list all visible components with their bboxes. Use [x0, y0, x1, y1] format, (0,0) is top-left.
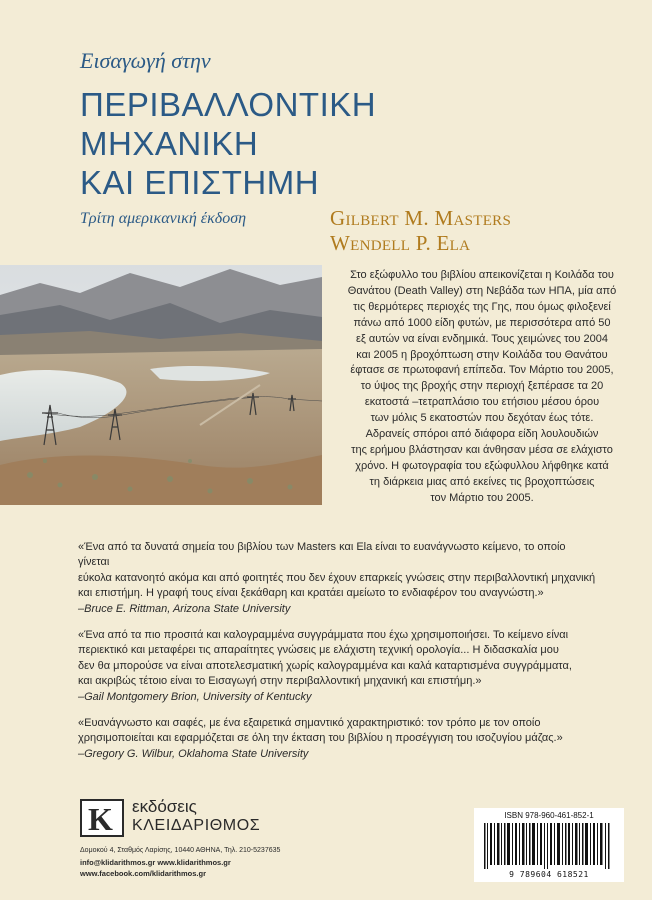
author-1: Gilbert M. Masters — [330, 206, 512, 230]
blurb-line: εκατοστά –τετραπλάσιο του ετήσιου μέσου όρου — [364, 396, 600, 409]
title-line-1: ΠΕΡΙΒΑΛΛΟΝΤΙΚΗ — [80, 86, 377, 123]
publisher-address: Δομοκού 4, Σταθμός Λαρίσης, 10440 ΑΘΗΝΑ, Τηλ. 210-5237635 — [80, 847, 281, 854]
publisher-name-line1: εκδόσεις — [132, 797, 197, 816]
blurb-line: έφτασε σε πρωτοφανή επίπεδα. Τον Μάρτιο του 2005, — [350, 364, 614, 377]
publisher-logo-icon — [80, 799, 124, 837]
review-line: περιεκτικό και μεταφέρει τις απαραίτητες γνώσεις με ελάχιστη τεχνική ορολογία... Η διδασκαλία μου — [78, 644, 559, 657]
barcode-icon — [482, 823, 616, 869]
review-line: «Ένα από τα πιο προσιτά και καλογραμμένα συγγράμματα που έχω χρησιμοποιήσει. Το κείμενο είναι — [78, 629, 569, 642]
blurb-line: το ύψος της βροχής στην περιοχή ξεπέρασε τα 20 — [360, 380, 604, 393]
blurb-line: των μόλις 5 εκατοστών που δεχόταν έως τότε. — [370, 412, 594, 425]
publisher-facebook: www.facebook.com/klidarithmos.gr — [80, 869, 206, 878]
blurb-line: της ερήμου βλάστησαν και άνθησαν μέσα σε ελάχιστο — [351, 443, 613, 456]
publisher-contact: info@klidarithmos.gr www.klidarithmos.gr — [80, 858, 231, 867]
title-line-2: ΜΗΧΑΝΙΚΗ — [80, 125, 259, 162]
edition-label: Τρίτη αμερικανική έκδοση — [80, 210, 247, 227]
blurb-line: Αδρανείς σπόροι από διάφορα είδη λουλουδιών — [365, 428, 599, 441]
publisher-name-line2: ΚΛΕΙΔΑΡΙΘΜΟΣ — [132, 817, 261, 834]
blurb-line: τη διάρκεια μιας από εκείνες τις βροχοπτώσεις — [369, 475, 595, 488]
title-intro: Εισαγωγή στην — [80, 48, 211, 73]
barcode-digits: 9 789604 618521 — [509, 870, 589, 879]
blurb-line: τον Μάρτιο του 2005. — [430, 491, 534, 504]
author-2: Wendell P. Ela — [330, 231, 471, 255]
review-brion — [78, 628, 598, 705]
review-line: «Ένα από τα δυνατά σημεία του βιβλίου των Masters και Ela είναι το ευανάγνωστο κείμενο, το οποίο γίνεται — [78, 541, 566, 569]
blurb-line: και 2005 η βροχόπτωση στην Κοιλάδα του Θανάτου — [356, 348, 608, 361]
review-line: εύκολα κατανοητό ακόμα και από φοιτητές που δεν έχουν επαρκείς γνώσεις στην περιβαλλοντική μηχανική — [78, 571, 596, 584]
review-line: «Ευανάγνωστο και σαφές, με ένα εξαιρετικά σημαντικό χαρακτηριστικό: τον τρόπο με τον οποίο — [78, 717, 541, 730]
review-line: και επιστήμη. Η γραφή τους είναι ξεκάθαρη και κρατάει αμείωτο το ενδιαφέρον του αναγνώστη.» — [78, 587, 544, 600]
title-line-3: ΚΑΙ ΕΠΙΣΤΗΜΗ — [80, 164, 320, 201]
blurb-line: εξ αυτών να είναι ενδημικά. Τους χειμώνες του 2004 — [356, 332, 608, 345]
review-line: δεν θα μπορούσε να είναι αποτελεσματική χωρίς καλογραμμένα και καλά καταρτισμένα συγγράμματα, — [78, 659, 572, 672]
isbn-barcode — [474, 808, 624, 882]
cover-description — [330, 268, 634, 507]
review-author: –Gregory G. Wilbur, Oklahoma State University — [78, 747, 309, 760]
review-author: –Bruce E. Rittman, Arizona State University — [78, 602, 291, 615]
blurb-line: χρόνο. Η φωτογραφία του εξώφυλλου λήφθηκε κατά — [355, 459, 609, 472]
blurb-line: Θανάτου (Death Valley) στη Νεβάδα των ΗΠΑ, μία από — [347, 284, 617, 297]
publisher-logo-letter: K — [88, 801, 113, 837]
review-rittman — [78, 540, 598, 617]
review-line: χρησιμοποιείται και εφαρμόζεται σε όλη την έκταση του βιβλίου η προσέγγιση του ισοζυγίου μάζας.» — [78, 732, 563, 745]
blurb-line: τις θερμότερες περιοχές της Γης, που όμως φιλοξενεί — [353, 300, 611, 313]
review-author: –Gail Montgomery Brion, University of Kentucky — [78, 690, 312, 703]
reviews-section — [78, 540, 598, 773]
blurb-line: Στο εξώφυλλο του βιβλίου απεικονίζεται η Κοιλάδα του — [350, 269, 614, 281]
review-line: και ακριβώς τέτοιο είναι το Εισαγωγή στην περιβαλλοντική μηχανική και επιστήμη.» — [78, 675, 482, 688]
review-wilbur — [78, 716, 598, 762]
isbn-label: ISBN 978-960-461-852-1 — [504, 811, 594, 820]
blurb-line: πάνω από 1000 είδη φυτών, με περισσότερα από 50 — [353, 316, 611, 329]
death-valley-photo — [0, 265, 322, 505]
